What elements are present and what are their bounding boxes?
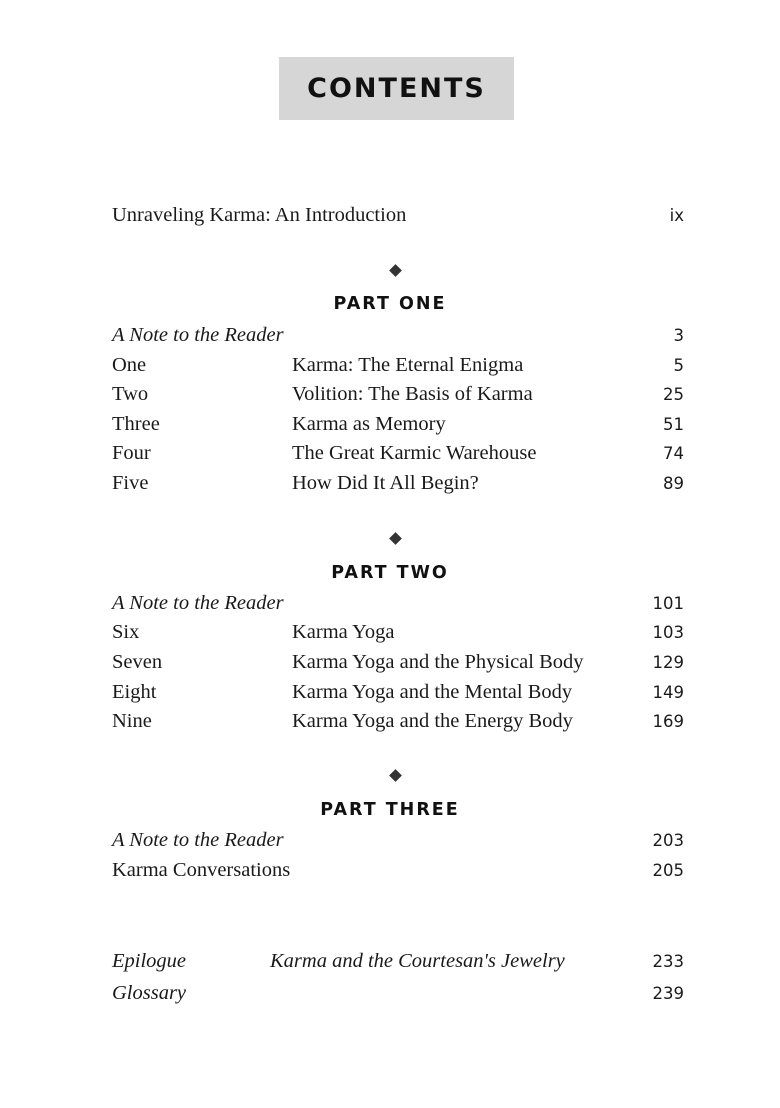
chapter-title: Karma: The Eternal Enigma bbox=[292, 354, 524, 376]
diamond-ornament-icon bbox=[389, 532, 402, 545]
chapter-title: The Great Karmic Warehouse bbox=[292, 442, 537, 464]
toc-entry-chapter[interactable] bbox=[112, 651, 684, 679]
toc-entry-chapter[interactable] bbox=[112, 383, 684, 411]
chapter-number: Two bbox=[112, 383, 149, 405]
toc-entry-chapter[interactable] bbox=[112, 442, 684, 470]
toc-entry-chapter[interactable] bbox=[112, 472, 684, 500]
page-number: 25 bbox=[663, 385, 684, 404]
chapter-title: How Did It All Begin? bbox=[292, 472, 479, 494]
toc-entry-section[interactable] bbox=[112, 859, 684, 887]
page-number: 169 bbox=[652, 712, 684, 731]
chapter-title: Karma Yoga and the Mental Body bbox=[292, 681, 573, 703]
page-number: 5 bbox=[673, 356, 684, 375]
toc-entry-chapter[interactable] bbox=[112, 681, 684, 709]
part-heading: PART TWO bbox=[331, 563, 449, 583]
toc-entry-chapter[interactable] bbox=[112, 710, 684, 738]
chapter-title: Karma Yoga and the Physical Body bbox=[292, 651, 584, 673]
page-number: 205 bbox=[652, 861, 684, 880]
page-number: 203 bbox=[652, 831, 684, 850]
chapter-title: Karma Yoga bbox=[292, 621, 395, 643]
page-number: 74 bbox=[663, 444, 684, 463]
toc-entry-chapter[interactable] bbox=[112, 413, 684, 441]
chapter-number: Five bbox=[112, 472, 149, 494]
chapter-title: Volition: The Basis of Karma bbox=[292, 383, 533, 405]
chapter-number: Seven bbox=[112, 651, 163, 673]
chapter-number: One bbox=[112, 354, 147, 376]
toc-entry-introduction[interactable] bbox=[112, 204, 684, 232]
toc-entry-note[interactable] bbox=[112, 829, 684, 857]
page-number: 89 bbox=[663, 474, 684, 493]
entry-label: A Note to the Reader bbox=[112, 324, 284, 346]
toc-entry-epilogue[interactable] bbox=[112, 950, 684, 978]
contents-title-box bbox=[279, 57, 514, 120]
page-number: 233 bbox=[652, 952, 684, 971]
chapter-number: Four bbox=[112, 442, 151, 464]
chapter-number: Six bbox=[112, 621, 140, 643]
chapter-title: Karma and the Courtesan's Jewelry bbox=[270, 950, 565, 972]
entry-label: Epilogue bbox=[112, 950, 187, 972]
toc-entry-note[interactable] bbox=[112, 324, 684, 352]
toc-entry-chapter[interactable] bbox=[112, 354, 684, 382]
toc-entry-note[interactable] bbox=[112, 592, 684, 620]
page-number: 51 bbox=[663, 415, 684, 434]
entry-label: A Note to the Reader bbox=[112, 829, 284, 851]
section-title: Karma Conversations bbox=[112, 859, 291, 881]
chapter-number: Three bbox=[112, 413, 160, 435]
entry-label: Unraveling Karma: An Introduction bbox=[112, 204, 407, 226]
page-number: ix bbox=[669, 206, 684, 225]
chapter-number: Eight bbox=[112, 681, 157, 703]
chapter-number: Nine bbox=[112, 710, 152, 732]
diamond-ornament-icon bbox=[389, 264, 402, 277]
page-number: 3 bbox=[673, 326, 684, 345]
page-number: 149 bbox=[652, 683, 684, 702]
chapter-title: Karma Yoga and the Energy Body bbox=[292, 710, 573, 732]
chapter-title: Karma as Memory bbox=[292, 413, 446, 435]
entry-label: A Note to the Reader bbox=[112, 592, 284, 614]
part-heading: PART ONE bbox=[333, 294, 447, 314]
page-number: 103 bbox=[652, 623, 684, 642]
page-number: 129 bbox=[652, 653, 684, 672]
page-title: CONTENTS bbox=[307, 73, 486, 104]
part-heading: PART THREE bbox=[320, 800, 460, 820]
page-number: 101 bbox=[652, 594, 684, 613]
entry-label: Glossary bbox=[112, 982, 187, 1004]
toc-entry-glossary[interactable] bbox=[112, 982, 684, 1010]
toc-entry-chapter[interactable] bbox=[112, 621, 684, 649]
page-number: 239 bbox=[652, 984, 684, 1003]
diamond-ornament-icon bbox=[389, 769, 402, 782]
